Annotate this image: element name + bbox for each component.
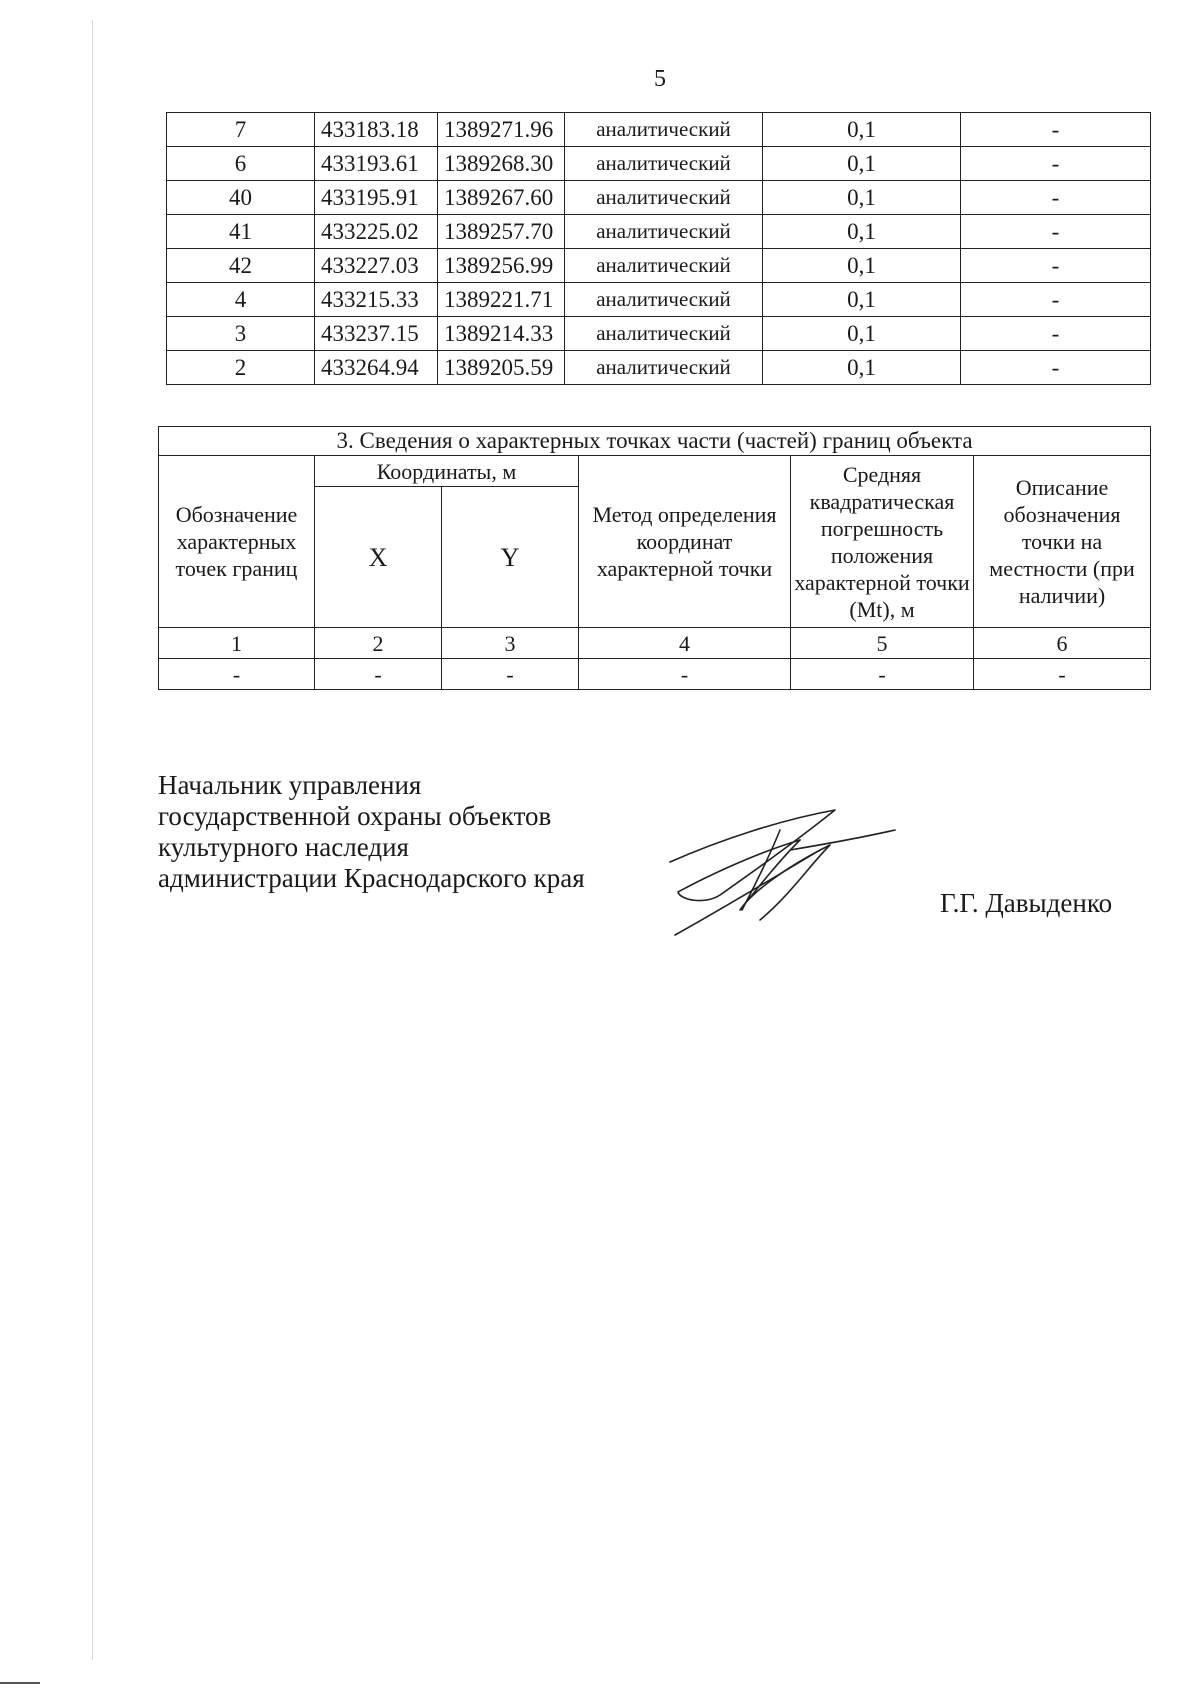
description-cell: - — [961, 181, 1151, 215]
parts-table — [158, 426, 1151, 690]
coord-x: 433215.33 — [315, 283, 438, 317]
point-id: 41 — [167, 215, 315, 249]
coord-y: 1389268.30 — [438, 147, 565, 181]
point-id: 4 — [167, 283, 315, 317]
header-y: Y — [442, 487, 579, 628]
method-cell: аналитический — [565, 351, 763, 385]
description-cell: - — [961, 249, 1151, 283]
method-cell: аналитический — [565, 283, 763, 317]
header-description: Описание обозначения точки на местности (при наличии) — [974, 456, 1151, 628]
coord-x: 433264.94 — [315, 351, 438, 385]
point-id: 42 — [167, 249, 315, 283]
coord-x: 433183.18 — [315, 113, 438, 147]
column-number: 4 — [579, 628, 791, 659]
method-cell: аналитический — [565, 215, 763, 249]
error-cell: 0,1 — [763, 351, 961, 385]
coord-x: 433193.61 — [315, 147, 438, 181]
signatory-position — [158, 770, 585, 894]
point-id: 6 — [167, 147, 315, 181]
table-row — [167, 317, 1151, 351]
header-coordinates: Координаты, м — [315, 456, 579, 487]
table-row — [159, 659, 1151, 690]
coord-x: 433225.02 — [315, 215, 438, 249]
table-row — [167, 147, 1151, 181]
table-title-row — [159, 427, 1151, 456]
signer-name: Г.Г. Давыденко — [940, 888, 1113, 918]
coord-x: 433227.03 — [315, 249, 438, 283]
coord-x: 433237.15 — [315, 317, 438, 351]
error-cell: 0,1 — [763, 317, 961, 351]
description-cell: - — [961, 113, 1151, 147]
coord-y: 1389214.33 — [438, 317, 565, 351]
page-edge-line — [92, 20, 93, 1660]
page-corner-mark — [0, 1682, 40, 1684]
coord-y: 1389257.70 — [438, 215, 565, 249]
position-line: культурного наследия — [158, 832, 409, 862]
table-row — [167, 181, 1151, 215]
point-id: 7 — [167, 113, 315, 147]
empty-cell: - — [442, 659, 579, 690]
table-row — [167, 113, 1151, 147]
coord-x: 433195.91 — [315, 181, 438, 215]
page-number: 5 — [654, 66, 666, 92]
error-cell: 0,1 — [763, 215, 961, 249]
method-cell: аналитический — [565, 147, 763, 181]
points-table — [166, 112, 1151, 385]
coord-y: 1389271.96 — [438, 113, 565, 147]
coord-y: 1389267.60 — [438, 181, 565, 215]
table-row — [167, 215, 1151, 249]
column-number: 5 — [791, 628, 974, 659]
error-cell: 0,1 — [763, 181, 961, 215]
column-number: 3 — [442, 628, 579, 659]
point-id: 40 — [167, 181, 315, 215]
coord-y: 1389205.59 — [438, 351, 565, 385]
description-cell: - — [961, 351, 1151, 385]
column-number: 6 — [974, 628, 1151, 659]
column-number-row — [159, 628, 1151, 659]
position-line: Начальник управления — [158, 770, 422, 800]
handwritten-signature — [660, 800, 900, 940]
description-cell: - — [961, 215, 1151, 249]
table-row — [167, 249, 1151, 283]
error-cell: 0,1 — [763, 249, 961, 283]
method-cell: аналитический — [565, 181, 763, 215]
table-row — [167, 283, 1151, 317]
position-line: государственной охраны объектов — [158, 801, 552, 831]
position-line: администрации Краснодарского края — [158, 863, 585, 893]
table-row — [167, 351, 1151, 385]
header-designation: Обозначение характерных точек границ — [159, 456, 315, 628]
header-x: X — [315, 487, 442, 628]
empty-cell: - — [579, 659, 791, 690]
table-header-row — [159, 456, 1151, 487]
column-number: 2 — [315, 628, 442, 659]
error-cell: 0,1 — [763, 113, 961, 147]
method-cell: аналитический — [565, 317, 763, 351]
description-cell: - — [961, 147, 1151, 181]
method-cell: аналитический — [565, 249, 763, 283]
column-number: 1 — [159, 628, 315, 659]
coord-y: 1389256.99 — [438, 249, 565, 283]
error-cell: 0,1 — [763, 283, 961, 317]
header-method: Метод определения координат характерной точки — [579, 456, 791, 628]
description-cell: - — [961, 283, 1151, 317]
header-error: Средняя квадратическая погрешность положения характерной точки (Mt), м — [791, 456, 974, 628]
empty-cell: - — [315, 659, 442, 690]
section-title: 3. Сведения о характерных точках части (частей) границ объекта — [159, 427, 1151, 456]
empty-cell: - — [974, 659, 1151, 690]
point-id: 2 — [167, 351, 315, 385]
coord-y: 1389221.71 — [438, 283, 565, 317]
method-cell: аналитический — [565, 113, 763, 147]
empty-cell: - — [791, 659, 974, 690]
point-id: 3 — [167, 317, 315, 351]
error-cell: 0,1 — [763, 147, 961, 181]
description-cell: - — [961, 317, 1151, 351]
empty-cell: - — [159, 659, 315, 690]
